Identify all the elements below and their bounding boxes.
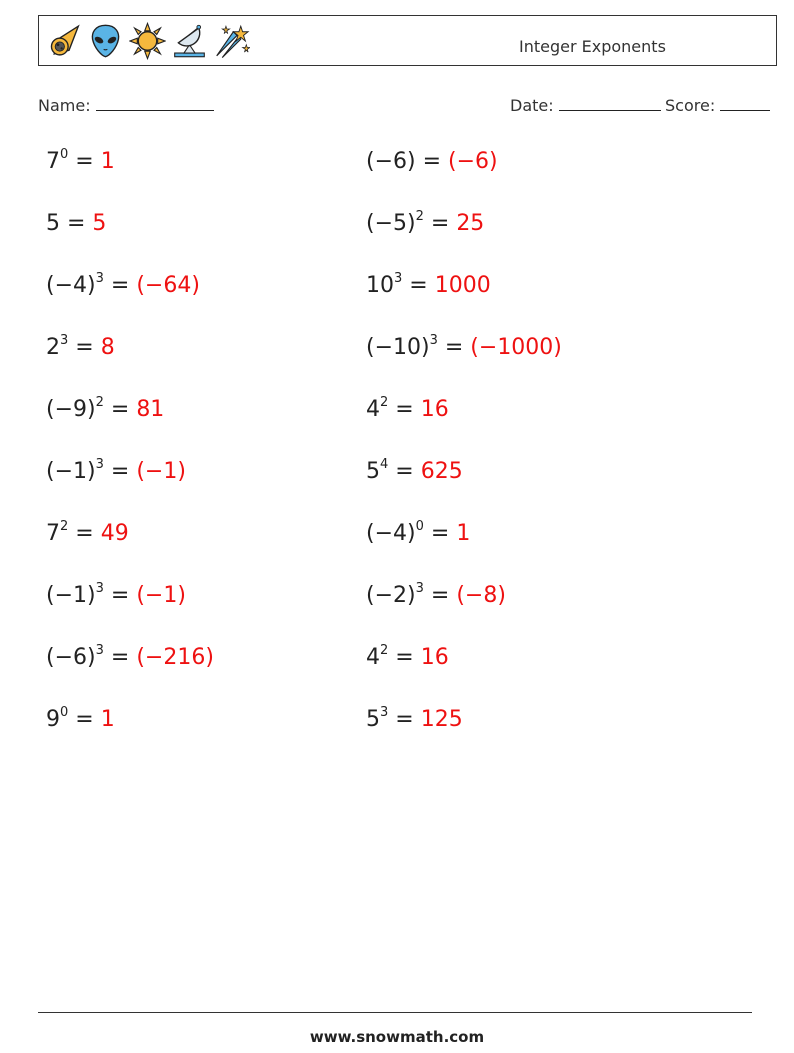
problem-base: (−4) [366,521,416,546]
problem-item [46,645,214,670]
problem-exponent: 3 [95,643,104,658]
problem-base: 10 [366,273,394,298]
equals-sign: = [388,459,421,484]
problem-base: 5 [366,459,380,484]
problem-answer: (−216) [136,645,214,670]
problem-exponent: 3 [95,271,104,286]
problem-item [366,397,449,422]
problem-exponent: 2 [415,209,424,224]
problem-base: (−2) [366,583,416,608]
equals-sign: = [68,149,101,174]
problem-item [366,707,463,732]
problem-item [366,273,491,298]
problem-answer: 49 [100,521,129,546]
score-field[interactable] [665,94,770,115]
satellite-dish-icon [171,21,208,61]
equals-sign: = [388,707,421,732]
problem-answer: (−1) [136,583,186,608]
problem-exponent: 3 [380,705,389,720]
problem-answer: 5 [92,211,107,236]
problem-answer: (−64) [136,273,200,298]
equals-sign: = [103,273,137,298]
problem-item [46,149,115,174]
problem-exponent: 0 [60,147,69,162]
footer-url: www.snowmath.com [309,1028,485,1046]
equals-sign: = [388,397,421,422]
problem-base: (−1) [46,583,96,608]
problem-item [46,335,115,360]
equals-sign: = [415,149,449,174]
problem-item [366,645,449,670]
problem-answer: 625 [420,459,463,484]
problem-exponent: 3 [95,457,104,472]
problem-answer: (−1) [136,459,186,484]
problem-exponent: 3 [429,333,438,348]
name-field[interactable] [38,94,214,115]
problem-base: (−5) [366,211,416,236]
equals-sign: = [437,335,471,360]
problem-item [46,707,115,732]
shooting-star-icon [213,21,250,61]
problem-exponent: 3 [95,581,104,596]
alien-icon [87,21,124,61]
problem-exponent: 2 [60,519,69,534]
problem-base: (−6) [46,645,96,670]
date-field[interactable] [510,94,661,115]
problem-answer: 1 [100,149,115,174]
date-blank[interactable] [559,94,661,111]
problem-base: 4 [366,397,380,422]
problem-item [366,149,498,174]
equals-sign: = [423,211,457,236]
problem-exponent: 2 [95,395,104,410]
problem-answer: (−1000) [470,335,562,360]
problem-item [46,521,129,546]
problem-base: (−1) [46,459,96,484]
problem-item [46,583,186,608]
problem-answer: (−8) [456,583,506,608]
equals-sign: = [68,335,101,360]
problem-exponent: 2 [380,643,389,658]
worksheet-header [38,15,777,66]
equals-sign: = [103,459,137,484]
problem-item [366,583,506,608]
sun-icon [129,21,166,61]
problem-answer: 125 [420,707,463,732]
worksheet-title: Integer Exponents [519,37,666,56]
equals-sign: = [388,645,421,670]
problem-answer: 1 [456,521,471,546]
problem-answer: 1 [100,707,115,732]
equals-sign: = [103,645,137,670]
comet-icon [45,21,82,61]
problem-base: 7 [46,149,60,174]
problem-base: (−6) [366,149,416,174]
problem-answer: 1000 [434,273,491,298]
problem-base: 2 [46,335,60,360]
problem-base: (−9) [46,397,96,422]
problem-answer: 81 [136,397,165,422]
problem-item [366,521,470,546]
problem-base: 5 [46,211,60,236]
equals-sign: = [423,521,457,546]
problem-item [366,459,463,484]
name-blank[interactable] [96,94,214,111]
problem-answer: 25 [456,211,485,236]
date-label: Date: [510,96,554,115]
problem-item [366,211,484,236]
problem-exponent: 4 [380,457,389,472]
problem-item [46,211,106,236]
problem-item [46,273,200,298]
problem-item [366,335,562,360]
problem-base: 7 [46,521,60,546]
name-label: Name: [38,96,91,115]
problem-base: (−10) [366,335,430,360]
footer-divider [38,1012,752,1013]
problem-base: 4 [366,645,380,670]
score-blank[interactable] [720,94,770,111]
problem-item [46,397,164,422]
problem-base: (−4) [46,273,96,298]
problem-exponent: 0 [415,519,424,534]
equals-sign: = [60,211,93,236]
problem-answer: 16 [420,397,449,422]
equals-sign: = [402,273,435,298]
problem-base: 5 [366,707,380,732]
problem-exponent: 0 [60,705,69,720]
problem-answer: 8 [100,335,115,360]
problem-exponent: 3 [60,333,69,348]
problem-answer: 16 [420,645,449,670]
problem-exponent: 3 [415,581,424,596]
problem-base: 9 [46,707,60,732]
icon-strip [45,20,250,62]
equals-sign: = [423,583,457,608]
score-label: Score: [665,96,716,115]
equals-sign: = [68,521,101,546]
problem-exponent: 3 [394,271,403,286]
equals-sign: = [68,707,101,732]
equals-sign: = [103,583,137,608]
problem-item [46,459,186,484]
equals-sign: = [103,397,137,422]
problem-exponent: 2 [380,395,389,410]
problem-answer: (−6) [448,149,498,174]
